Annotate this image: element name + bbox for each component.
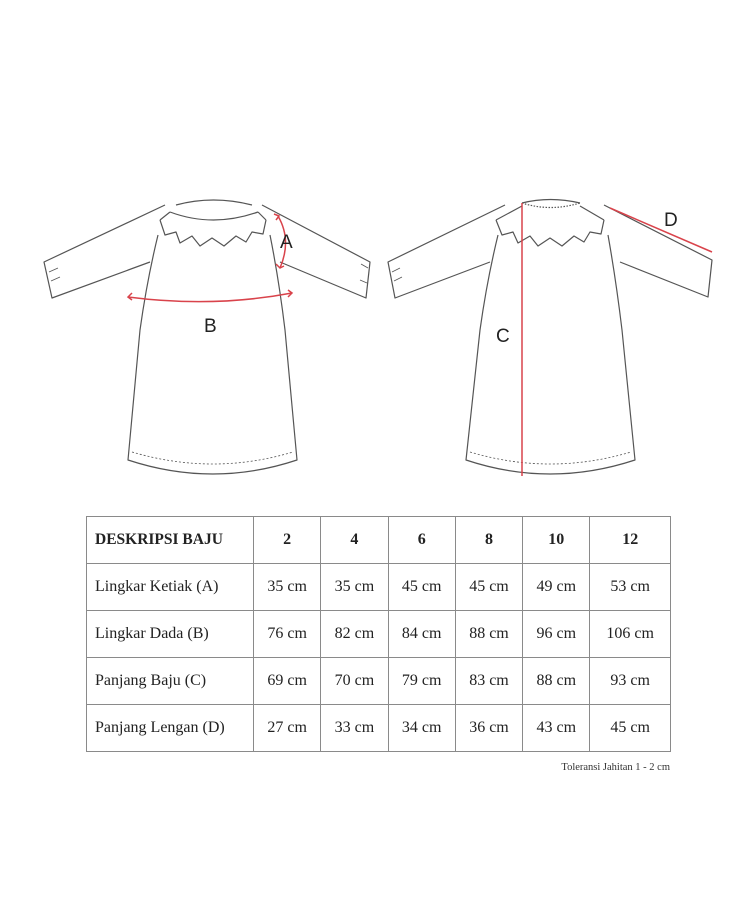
header-size: 10 — [523, 517, 590, 564]
table-cell: 84 cm — [388, 611, 455, 658]
table-cell: 106 cm — [590, 611, 671, 658]
table-row — [87, 564, 671, 611]
back-dress — [388, 200, 712, 475]
size-chart-table — [86, 516, 671, 752]
header-size: 8 — [455, 517, 522, 564]
table-cell: 45 cm — [388, 564, 455, 611]
front-left-sleeve — [44, 205, 165, 298]
table-cell: 45 cm — [590, 705, 671, 752]
measure-d-line — [610, 208, 712, 252]
row-label: Panjang Baju (C) — [87, 658, 254, 705]
table-cell: 36 cm — [455, 705, 522, 752]
front-body — [128, 235, 297, 474]
table-cell: 43 cm — [523, 705, 590, 752]
table-cell: 35 cm — [321, 564, 388, 611]
table-cell: 88 cm — [523, 658, 590, 705]
table-cell: 82 cm — [321, 611, 388, 658]
label-d: D — [664, 210, 678, 231]
table-cell: 35 cm — [254, 564, 321, 611]
table-cell: 76 cm — [254, 611, 321, 658]
row-label: Lingkar Ketiak (A) — [87, 564, 254, 611]
table-header-row — [87, 517, 671, 564]
header-description: DESKRIPSI BAJU — [87, 517, 254, 564]
table-cell: 70 cm — [321, 658, 388, 705]
table-row — [87, 611, 671, 658]
label-a: A — [280, 232, 293, 253]
back-body — [466, 235, 635, 474]
table-cell: 88 cm — [455, 611, 522, 658]
back-right-sleeve — [604, 205, 712, 297]
back-ruffle — [496, 220, 604, 246]
table-cell: 45 cm — [455, 564, 522, 611]
header-size: 6 — [388, 517, 455, 564]
table-cell: 79 cm — [388, 658, 455, 705]
front-ruffle — [160, 220, 266, 246]
table-cell: 83 cm — [455, 658, 522, 705]
table-cell: 33 cm — [321, 705, 388, 752]
table-cell: 34 cm — [388, 705, 455, 752]
measure-b-line — [128, 293, 292, 302]
table-row — [87, 705, 671, 752]
table-row — [87, 658, 671, 705]
table-cell: 27 cm — [254, 705, 321, 752]
table-cell: 93 cm — [590, 658, 671, 705]
table-cell: 96 cm — [523, 611, 590, 658]
row-label: Lingkar Dada (B) — [87, 611, 254, 658]
header-size: 4 — [321, 517, 388, 564]
tolerance-note: Toleransi Jahitan 1 - 2 cm — [561, 762, 670, 773]
header-size: 2 — [254, 517, 321, 564]
table-cell: 49 cm — [523, 564, 590, 611]
table-cell: 69 cm — [254, 658, 321, 705]
table-cell: 53 cm — [590, 564, 671, 611]
header-size: 12 — [590, 517, 671, 564]
row-label: Panjang Lengan (D) — [87, 705, 254, 752]
label-b: B — [204, 316, 217, 337]
label-c: C — [496, 326, 510, 347]
